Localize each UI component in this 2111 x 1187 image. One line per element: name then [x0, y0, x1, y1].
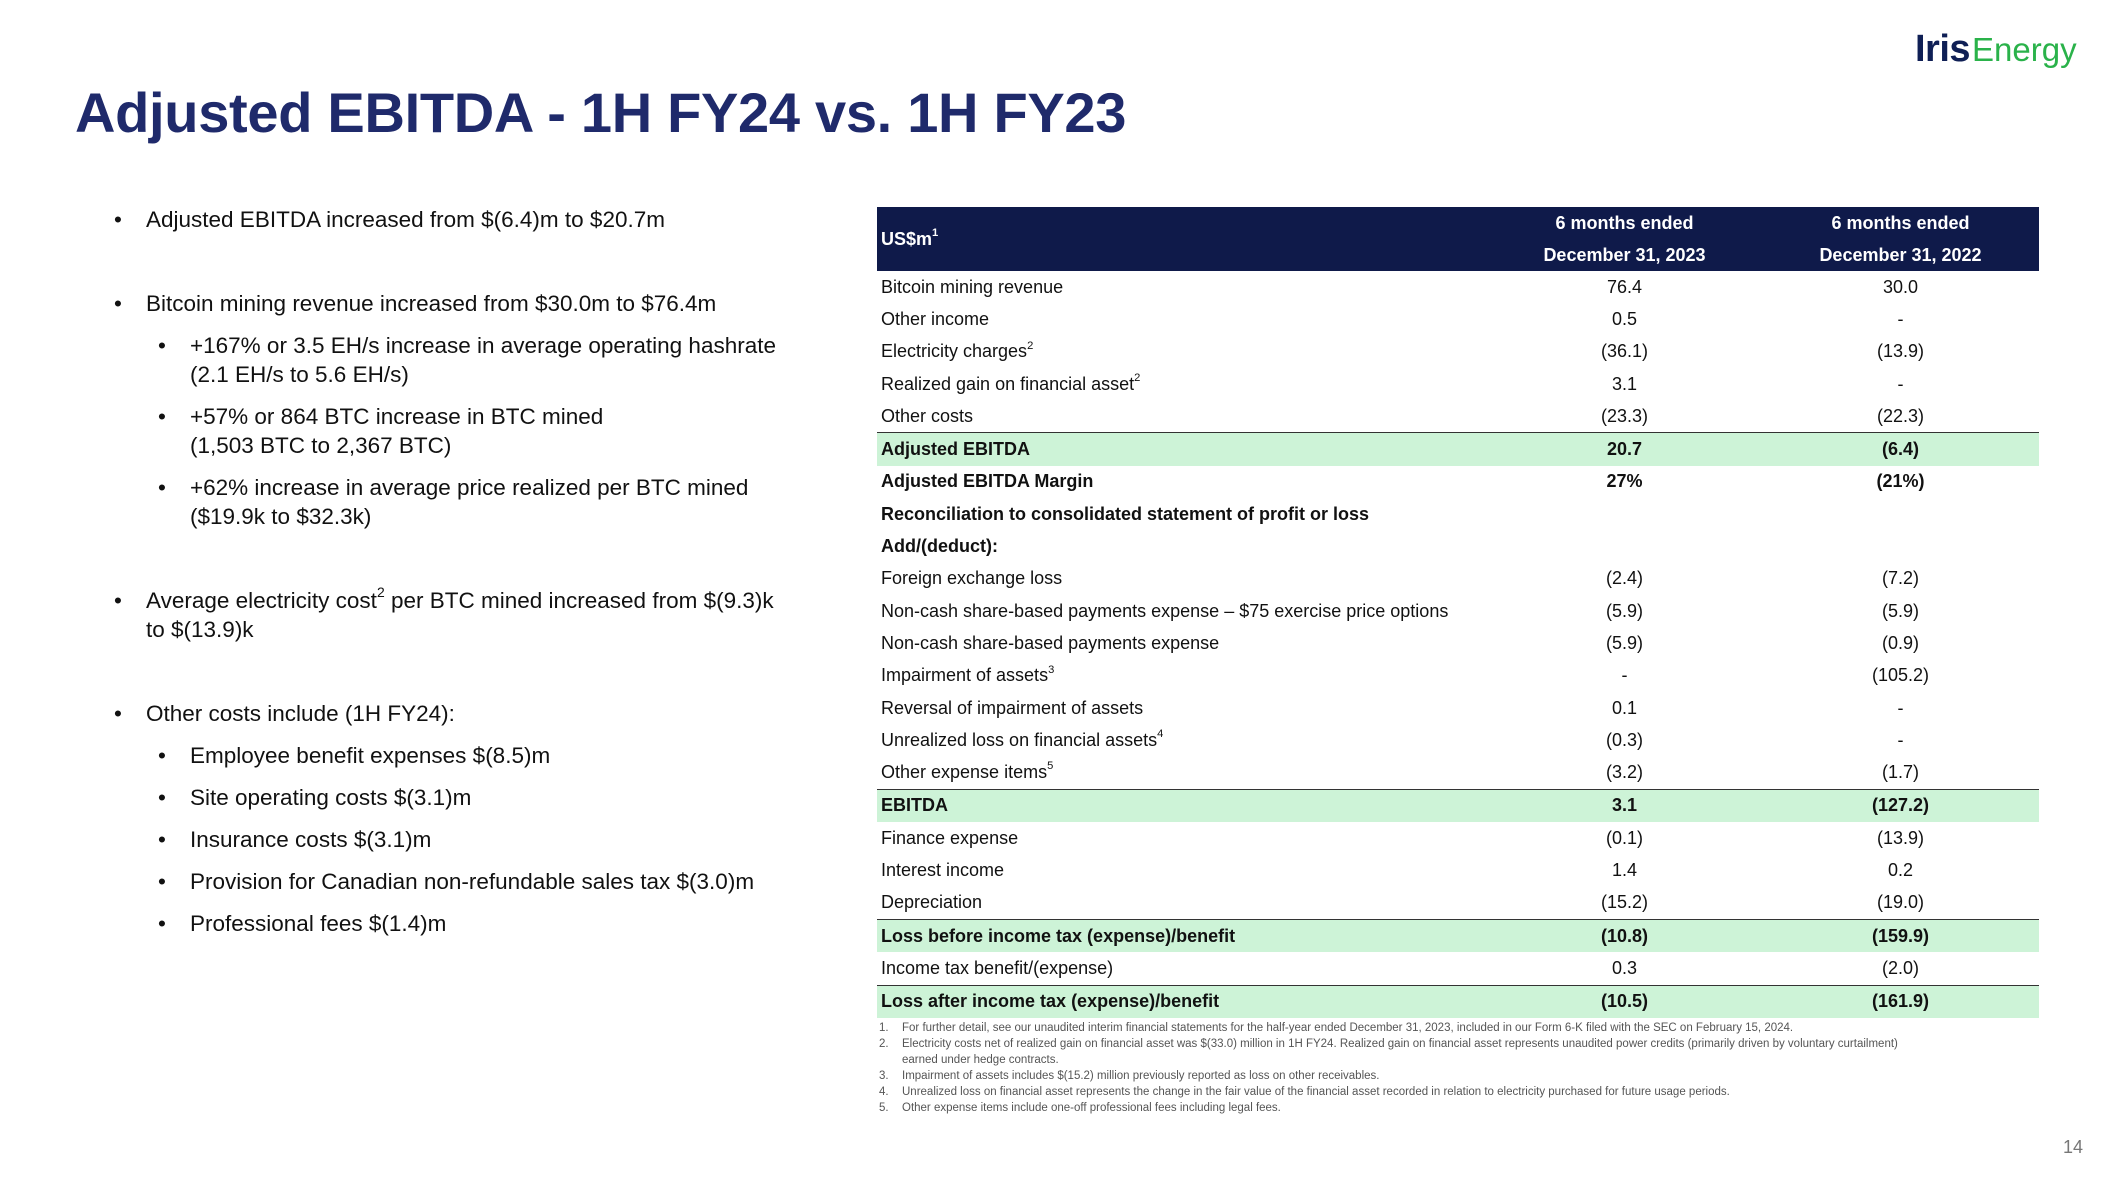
- row-label: [877, 303, 1487, 335]
- sub-bullet-text: (2.1 EH/s to 5.6 EH/s): [190, 362, 409, 387]
- value-2023: (23.3): [1600, 405, 1649, 426]
- table-row: [877, 368, 2039, 400]
- table-row: [877, 271, 2039, 303]
- table-row: [877, 822, 2039, 854]
- footnote-ref: 5: [1047, 760, 1054, 773]
- value-2023: [1487, 498, 1762, 530]
- sub-bullet-sales-tax: • Provision for Canadian non-refundable sales tax $(3.0)m: [154, 867, 830, 896]
- table-row-highlight: [877, 919, 2039, 952]
- iris-energy-logo: [1915, 28, 2077, 72]
- row-label: [877, 433, 1487, 466]
- footnote-text: Unrealized loss on financial asset represents the change in the fair value of the financial asset recorded in relation to electricity purchased for future usage periods.: [902, 1086, 1730, 1098]
- row-label-text: EBITDA: [881, 795, 948, 816]
- row-label-text: Finance expense: [881, 827, 1019, 848]
- row-label-text: Non-cash share-based payments expense – $75 exercise price options: [881, 600, 1449, 621]
- sub-bullet-hashrate: [154, 331, 830, 389]
- value-2022: (22.3): [1876, 405, 1925, 426]
- value-2023: 1.4: [1611, 859, 1638, 880]
- value-2023: (15.2): [1600, 892, 1649, 913]
- value-2023: (36.1): [1600, 341, 1649, 362]
- sub-bullet-text: ($19.9k to $32.3k): [190, 504, 372, 529]
- row-label: [877, 756, 1487, 789]
- table-row: [877, 854, 2039, 886]
- bullet-text: Average electricity cost: [146, 588, 377, 613]
- value-2022: (105.2): [1871, 665, 1930, 686]
- table-row: [877, 724, 2039, 756]
- sub-bullet-text: +167% or 3.5 EH/s increase in average operating hashrate: [190, 333, 776, 358]
- row-label-text: Reversal of impairment of assets: [881, 697, 1144, 718]
- bullet-adjusted-ebitda: • Adjusted EBITDA increased from $(6.4)m to $20.7m: [110, 205, 830, 234]
- footnote-text: For further detail, see our unaudited interim financial statements for the half-year ended December 31, 2023, included in our Form 6-K filed with the SEC on February 15, 2024.: [902, 1022, 1794, 1034]
- row-label-text: Adjusted EBITDA Margin: [881, 471, 1094, 492]
- footnote-text: Electricity costs net of realized gain on financial asset was $(33.0) million in 1H FY24. Realized gain on financial asset represents unaudited power credits (primarily driven by voluntary curtailment): [902, 1038, 1898, 1050]
- table-row: [877, 692, 2039, 724]
- value-2022: -: [1897, 308, 1904, 329]
- col-header-2023-date: December 31, 2023: [1487, 239, 1762, 271]
- value-2023: 0.1: [1611, 697, 1638, 718]
- table-header-row-1: [877, 207, 2039, 239]
- row-label: [877, 692, 1487, 724]
- row-label-text: Adjusted EBITDA: [881, 439, 1031, 460]
- row-label: [877, 400, 1487, 433]
- value-2022: (1.7): [1881, 762, 1919, 783]
- value-2023: 76.4: [1606, 276, 1643, 297]
- sub-bullet-price-realized: [154, 473, 830, 531]
- value-2023: 3.1: [1611, 373, 1638, 394]
- footnote-ref: 1: [932, 226, 939, 239]
- table-row-highlight: [877, 433, 2039, 466]
- table-row: [877, 303, 2039, 335]
- value-2022: (13.9): [1876, 827, 1925, 848]
- row-label-text: Other expense items: [881, 762, 1048, 783]
- value-2022: -: [1897, 729, 1904, 750]
- row-label: [877, 336, 1487, 368]
- table-row: [877, 563, 2039, 595]
- value-2022: [1762, 498, 2039, 530]
- value-2023: 20.7: [1487, 433, 1762, 466]
- table-row: [877, 530, 2039, 562]
- row-label: [877, 985, 1487, 1018]
- page-number: 14: [2062, 1137, 2083, 1157]
- sub-bullet-employee-benefit: • Employee benefit expenses $(8.5)m: [154, 741, 830, 770]
- footnote-number: 2.: [879, 1038, 889, 1050]
- table-row: [877, 400, 2039, 433]
- footnote-3: [877, 1068, 2037, 1084]
- footnotes: [877, 1020, 2037, 1116]
- sub-bullet-text: (1,503 BTC to 2,367 BTC): [190, 433, 452, 458]
- row-label-text: Interest income: [881, 859, 1005, 880]
- row-label-text: Other costs: [881, 405, 974, 426]
- value-2023: (10.8): [1487, 919, 1762, 952]
- row-label: [877, 887, 1487, 920]
- sub-bullet-text: +57% or 864 BTC increase in BTC mined: [190, 404, 604, 429]
- footnote-number: 1.: [879, 1022, 889, 1034]
- row-label-text: Realized gain on financial asset: [881, 373, 1135, 394]
- table-row-highlight: [877, 985, 2039, 1018]
- value-2022: (0.9): [1881, 632, 1919, 653]
- row-label-text: Depreciation: [881, 892, 983, 913]
- table-row: [877, 887, 2039, 920]
- table-row: [877, 336, 2039, 368]
- footnote-text: earned under hedge contracts.: [902, 1054, 1059, 1066]
- row-label: [877, 952, 1487, 985]
- sub-bullet-site-operating: • Site operating costs $(3.1)m: [154, 783, 830, 812]
- footnote-ref: 2: [376, 584, 385, 601]
- bullet-electricity-cost: [110, 586, 830, 644]
- row-label-text: Other income: [881, 308, 990, 329]
- footnote-1: [877, 1020, 2037, 1036]
- value-2023: (0.3): [1605, 729, 1643, 750]
- footnote-ref: 2: [1027, 339, 1034, 352]
- row-label: [877, 595, 1487, 627]
- row-label: [877, 822, 1487, 854]
- sub-bullet-text: +62% increase in average price realized per BTC mined: [190, 475, 749, 500]
- footnote-4: [877, 1084, 2037, 1100]
- value-2022: (5.9): [1881, 600, 1919, 621]
- value-2023: -: [1621, 665, 1628, 686]
- row-label-text: Bitcoin mining revenue: [881, 276, 1064, 297]
- row-label: [877, 789, 1487, 822]
- unit-header: [877, 207, 1487, 271]
- value-2022: -: [1897, 697, 1904, 718]
- value-2022: [1762, 530, 2039, 562]
- table-row: [877, 952, 2039, 985]
- value-2023: 3.1: [1487, 789, 1762, 822]
- value-2022: -: [1897, 373, 1904, 394]
- value-2023: (5.9): [1605, 632, 1643, 653]
- table-row: [877, 660, 2039, 692]
- value-2022: (159.9): [1762, 919, 2039, 952]
- row-label: [877, 466, 1487, 498]
- row-label: [877, 724, 1487, 756]
- row-label-text: Add/(deduct):: [881, 536, 998, 557]
- sub-bullet-insurance: • Insurance costs $(3.1)m: [154, 825, 830, 854]
- table-row: [877, 498, 2039, 530]
- row-label-text: Impairment of assets: [881, 665, 1049, 686]
- value-2023: 27%: [1606, 471, 1643, 492]
- footnote-5: [877, 1100, 2037, 1116]
- footnote-ref: 3: [1048, 663, 1055, 676]
- value-2022: (6.4): [1762, 433, 2039, 466]
- row-label: [877, 368, 1487, 400]
- unit-label: US$m: [881, 228, 933, 249]
- bullet-other-costs: • Other costs include (1H FY24):: [110, 699, 830, 728]
- row-label: [877, 627, 1487, 659]
- sub-bullet-btc-mined: [154, 402, 830, 460]
- value-2023: 0.5: [1611, 308, 1638, 329]
- value-2023: (5.9): [1605, 600, 1643, 621]
- value-2022: (127.2): [1762, 789, 2039, 822]
- table-row: [877, 756, 2039, 789]
- col-header-2023: 6 months ended: [1487, 207, 1762, 239]
- value-2022: (21%): [1876, 471, 1925, 492]
- row-label-text: Loss before income tax (expense)/benefit: [881, 925, 1236, 946]
- table-row-highlight: [877, 789, 2039, 822]
- value-2023: (0.1): [1605, 827, 1643, 848]
- bullet-bitcoin-revenue: • Bitcoin mining revenue increased from $30.0m to $76.4m: [110, 289, 830, 318]
- table-row: [877, 627, 2039, 659]
- bullet-text: per BTC mined increased from $(9.3)k: [384, 588, 774, 613]
- col-header-2022: 6 months ended: [1762, 207, 2039, 239]
- row-label-text: Loss after income tax (expense)/benefit: [881, 991, 1220, 1012]
- row-label: [877, 854, 1487, 886]
- footnote-ref: 2: [1134, 371, 1141, 384]
- logo-iris-text: Iris: [1915, 28, 1971, 70]
- value-2022: (161.9): [1762, 985, 2039, 1018]
- sub-bullet-professional-fees: • Professional fees $(1.4)m: [154, 909, 830, 938]
- value-2022: 0.2: [1887, 859, 1914, 880]
- value-2023: 0.3: [1611, 957, 1638, 978]
- row-label: [877, 919, 1487, 952]
- value-2023: (10.5): [1487, 985, 1762, 1018]
- row-label-text: Reconciliation to consolidated statement of profit or loss: [881, 503, 1370, 524]
- value-2023: (2.4): [1605, 568, 1643, 589]
- summary-bullets: [110, 205, 830, 938]
- row-label-text: Income tax benefit/(expense): [881, 957, 1114, 978]
- row-label-text: Unrealized loss on financial assets: [881, 729, 1158, 750]
- footnote-number: 4.: [879, 1086, 889, 1098]
- value-2022: (13.9): [1876, 341, 1925, 362]
- footnote-number: 5.: [879, 1102, 889, 1114]
- value-2022: (2.0): [1881, 957, 1919, 978]
- row-label-text: Foreign exchange loss: [881, 568, 1063, 589]
- footnote-ref: 4: [1157, 728, 1164, 741]
- value-2023: [1487, 530, 1762, 562]
- logo-energy-text: Energy: [1972, 31, 2077, 68]
- row-label: [877, 271, 1487, 303]
- footnote-text: Impairment of assets includes $(15.2) million previously reported as loss on other receivables.: [902, 1070, 1380, 1082]
- table-row: [877, 595, 2039, 627]
- table-row: [877, 466, 2039, 498]
- value-2023: (3.2): [1605, 762, 1643, 783]
- row-label: [877, 660, 1487, 692]
- row-label: [877, 498, 1487, 530]
- value-2022: 30.0: [1882, 276, 1919, 297]
- value-2022: (7.2): [1881, 568, 1919, 589]
- page-title: Adjusted EBITDA - 1H FY24 vs. 1H FY23: [75, 81, 1127, 144]
- footnote-number: 3.: [879, 1070, 889, 1082]
- row-label-text: Electricity charges: [881, 341, 1028, 362]
- bullet-text: to $(13.9)k: [146, 617, 254, 642]
- value-2022: (19.0): [1876, 892, 1925, 913]
- ebitda-table: [877, 207, 2039, 1018]
- row-label-text: Non-cash share-based payments expense: [881, 632, 1220, 653]
- col-header-2022-date: December 31, 2022: [1762, 239, 2039, 271]
- row-label: [877, 530, 1487, 562]
- footnote-text: Other expense items include one-off professional fees including legal fees.: [902, 1102, 1281, 1114]
- footnote-2: [877, 1036, 2037, 1068]
- row-label: [877, 563, 1487, 595]
